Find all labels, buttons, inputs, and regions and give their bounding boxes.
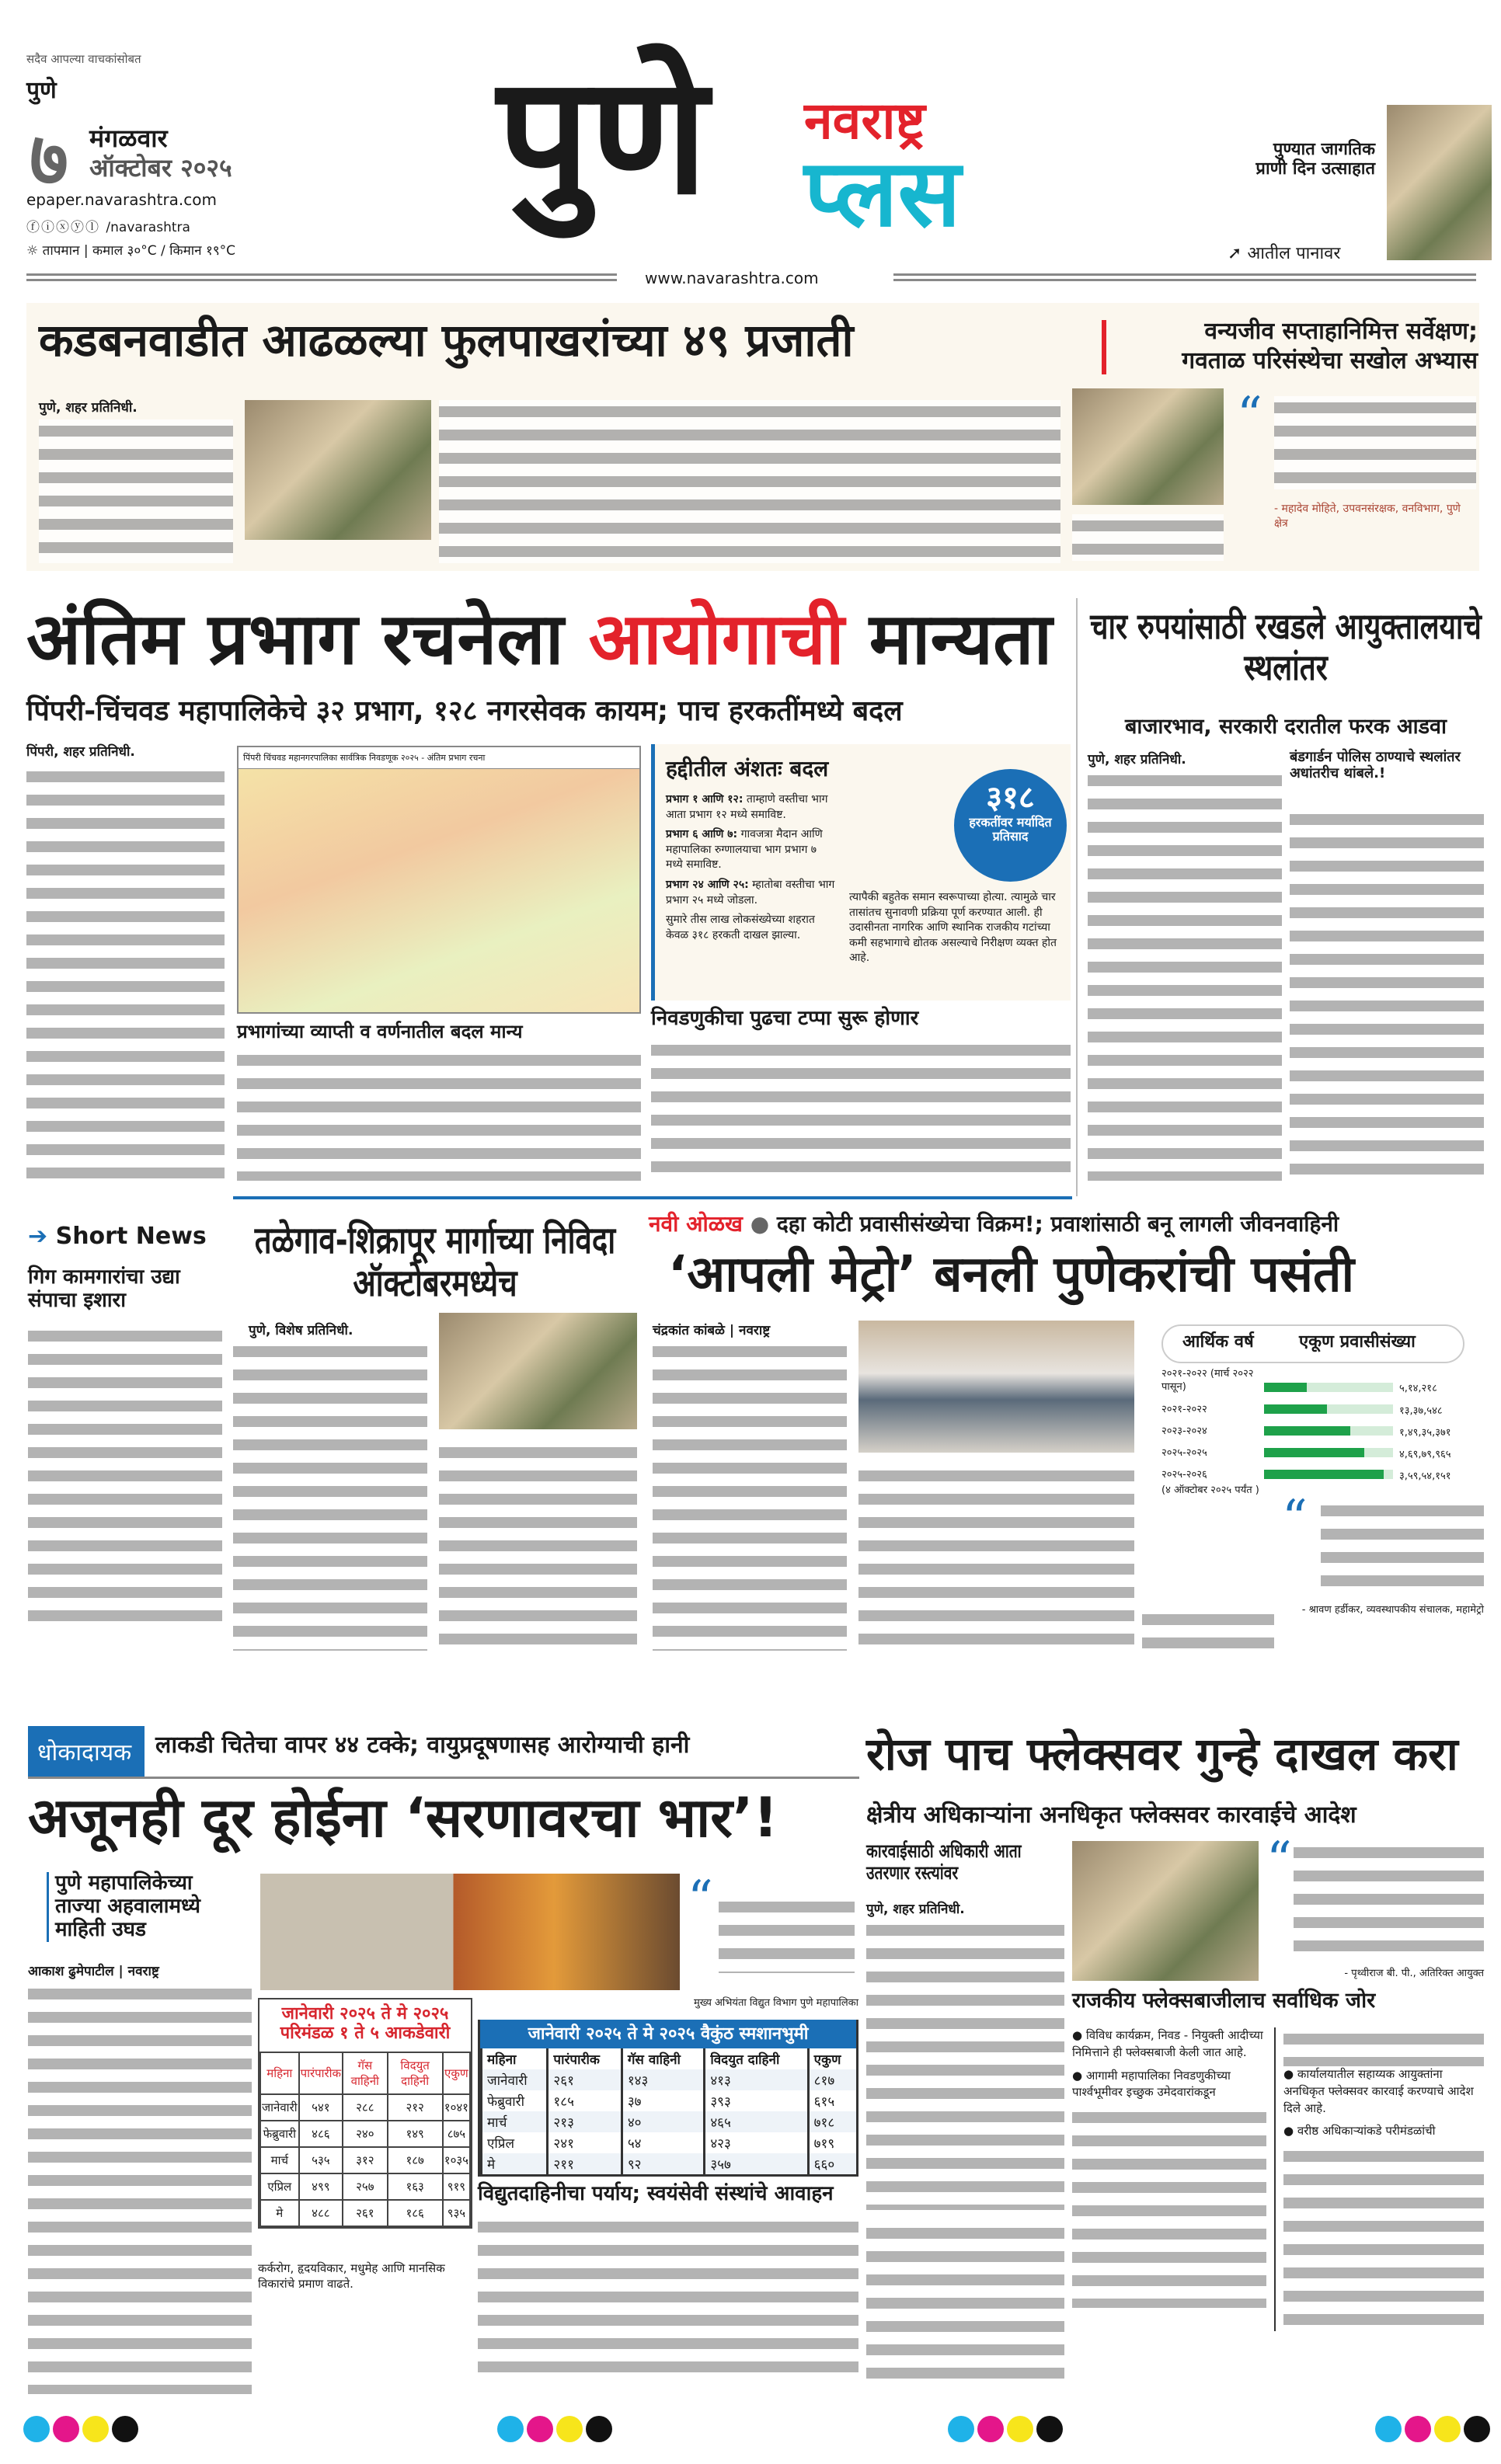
box-title: हद्दीतील अंशतः बदल [666,756,829,781]
chart-category-label: २०२१-२०२२ [1161,1404,1207,1415]
chart-bar-track [1264,1404,1393,1414]
article-body-text [1283,2027,1484,2066]
table-cell: ४१३ [705,2069,808,2090]
ridership-chart [1161,1367,1488,1495]
teaser-photo [1387,105,1492,260]
table-cell: ८७५ [443,2121,470,2147]
chart-bar [1264,1426,1350,1436]
registration-marks [23,2416,141,2445]
cremation-headline: अजूनही दूर होईना ‘सरणावरचा भार’! [28,1786,778,1850]
teaser-page[interactable] [1228,241,1340,264]
short-news-headline: गिग कामगारांचा उद्या संपाचा इशारा [28,1265,180,1312]
table-cell: १४९ [388,2121,443,2147]
registration-marks [1375,2416,1493,2445]
butterfly-side-headline-2: गवताळ परिसंस्थेचा सखोल अभ्यास [1182,347,1478,374]
logo-pune: पुणे [497,40,709,231]
article-body-text [237,1049,641,1181]
chart-bar [1264,1448,1364,1457]
article-body-text [233,1340,427,1651]
divider [28,1777,859,1779]
flex-subhead: क्षेत्रीय अधिकाऱ्यांना अनधिकृत फ्लेक्सवर कारवाईचे आदेश [866,1801,1356,1829]
column-header: पारंपारीक [299,2052,343,2094]
cremation-kicker: लाकडी चितेचा वापर ४४ टक्के; वायुप्रदूषणासह आरोग्याची हानी [155,1731,690,1759]
table-row [260,2094,470,2121]
byline: चंद्रकांत कांबळे | नवराष्ट्र [653,1323,771,1338]
date-day: ७ [30,116,68,203]
article-body-text [26,765,225,1185]
column-header: गॅस वाहिनी [622,2048,704,2069]
table-cell: २१२ [388,2094,443,2121]
table-cell: ९१९ [443,2173,470,2200]
quote-icon: “ [1237,387,1262,444]
accent-bar [1102,320,1106,374]
bullet-item: ● कार्यालयातील सहाय्यक आयुक्तांना अनधिकृत फ्लेक्सवर कारवाई करण्याचे आदेश दिले आहे. [1283,2067,1474,2115]
chart-category-label: २०२१-२०२२ (मार्च २०२२ पासून) [1161,1368,1254,1393]
table-cell: मे [260,2200,299,2226]
table-cell: १८७ [388,2147,443,2173]
weather-icon: ☼ [26,243,43,259]
column-header: विदयुत दाहिनी [705,2048,808,2069]
police-side-title: बंडगार्डन पोलिस ठाण्याचे स्थलांतर अधांतरीच थांबले.! [1290,749,1461,781]
chart-value-label: ५,१४,२१८ [1399,1383,1437,1394]
weekday: मंगळवार [89,124,168,153]
cremation-deck: पुणे महापालिकेच्या ताज्या अहवालामध्ये माहिती उघड [47,1872,233,1942]
box-items [666,792,837,943]
table-row [482,2090,857,2111]
chart-category-label: २०२३-२०२४ [1161,1425,1207,1437]
ward-headline: अंतिम प्रभाग रचनेला आयोगाची मान्यता [26,597,1053,680]
item-text: म्हातोबा वस्तीचा भाग प्रभाग २५ मध्ये जोडला. [666,878,835,907]
article-body-text [1142,1608,1274,1651]
article-body-text [1072,514,1224,561]
quote-icon: “ [1266,1832,1292,1889]
byline: पुणे, विशेष प्रतिनिधी. [249,1323,353,1338]
quote-text [1321,1499,1484,1596]
police-headline: चार रुपयांसाठी रखडले आयुक्तालयाचे स्थलांतर [1090,605,1482,688]
table-cell: १०३५ [443,2147,470,2173]
chart-value-label: १३,३७,५४८ [1399,1405,1443,1417]
article-body-text [1088,769,1282,1181]
chart-value-label: ४,६९,७९,९६५ [1399,1449,1451,1460]
table-cell: ७१८ [808,2111,856,2132]
article-body-text [866,1919,1064,2210]
chart-header [1161,1324,1464,1363]
table-title: जानेवारी २०२५ ते मे २०२५ वैकुंठ स्मशानभुमी [480,2020,856,2048]
ward-sub-heading: प्रभागांच्या व्याप्ती व वर्णनातील बदल मान्य [237,1021,523,1042]
column-header: गॅस वाहिनी [343,2052,387,2094]
table-row [260,2200,470,2226]
table-row [482,2132,857,2153]
weather: ☼ तापमान | कमाल ३०°C / किमान १९°C [26,243,236,259]
table-header-row [482,2048,857,2069]
column-header: महिना [482,2048,548,2069]
flex-photo [1072,1841,1259,1981]
table-cell: २८८ [343,2094,387,2121]
table-title: जानेवारी २०२५ ते मे २०२५ परिमंडळ १ ते ५ आकडेवारी [280,2004,451,2044]
article-body-text [866,2222,1064,2385]
ward-sub-heading: निवडणुकीचा पुढचा टप्पा सुरू होणार [651,1007,919,1030]
table-cell: १०४१ [443,2094,470,2121]
divider [893,273,1476,284]
chart-category-label: २०२५-२०२६ [1161,1469,1207,1481]
table-header-row [260,2052,470,2094]
item-label: प्रभाग ६ आणि ७: [666,828,738,841]
box-note: सुमारे तीस लाख लोकसंख्येच्या शहरात केवळ ३१८ हरकती दाखल झाल्या. [666,914,815,941]
byline: पुणे, शहर प्रतिनिधी. [866,1902,965,1917]
table-cell: जानेवारी [260,2094,299,2121]
flex-bullets-left [1072,2027,1266,2308]
table-cell: १४३ [622,2069,704,2090]
table-cell: ५४१ [299,2094,343,2121]
table-cell: ४२३ [705,2132,808,2153]
chart-bar-track [1264,1470,1393,1479]
table-cell: मार्च [260,2147,299,2173]
short-news-icon: ➔ [28,1223,56,1250]
table-cell: ४८८ [299,2200,343,2226]
weather-label: तापमान [42,243,80,259]
quote-attribution: - महादेव मोहिते, उपवनसंरक्षक, वनविभाग, पुणे क्षेत्र [1274,503,1461,530]
arrow-icon: ➚ [1228,244,1248,263]
table-cell: ३५७ [705,2153,808,2174]
table-cell: ९२ [622,2153,704,2174]
table-cell: २११ [548,2153,622,2174]
table-cell: १६३ [388,2173,443,2200]
article-body-text [1290,808,1484,1181]
table-cell: ४९९ [299,2173,343,2200]
table-cell: एप्रिल [482,2132,548,2153]
metro-kicker: नवी ओळख [649,1211,743,1237]
byline: पिंपरी, शहर प्रतिनिधी. [26,744,135,760]
social-icons: ⓕⓘⓧⓨⓛ [26,220,106,235]
article-body-text [439,1441,637,1651]
article-body-text [858,1464,1134,1651]
temp-min: किमान १९°C [169,243,236,259]
chart-bar [1264,1383,1307,1392]
teaser-title[interactable]: पुण्यात जागतिक प्राणी दिन उत्साहात [1255,140,1375,179]
article-body-text [28,1982,252,2394]
article-body-text [28,1324,222,1624]
flex-bullets-right [1274,2027,1484,2331]
quote-icon: “ [1282,1490,1308,1547]
table-cell: एप्रिल [260,2173,299,2200]
metro-kicker-line: नवी ओळख ● दहा कोटी प्रवासीसंख्येचा विक्रम!; प्रवाशांसाठी बनू लागली जीवनवाहिनी [649,1211,1339,1237]
table-cell: ८१७ [808,2069,856,2090]
table-cell: ४६५ [705,2111,808,2132]
item-label: प्रभाग २४ आणि २५: [666,878,749,891]
table-cell: १८५ [548,2090,622,2111]
tagline: सदैव आपल्या वाचकांसोबत [26,52,141,66]
vaikunth-table [478,2020,858,2177]
item-text: ताम्हाणे वस्तीचा भाग आता प्रभाग १२ मध्ये समाविष्ट. [666,793,828,821]
table-cell: ४८६ [299,2121,343,2147]
bullet-item: ● विविध कार्यक्रम, निवड - नियुक्ती आदीच्या निमित्ताने ही फ्लेक्सबाजी केली जात आहे. [1072,2028,1263,2059]
table-cell: ३१२ [343,2147,387,2173]
butterfly-side-headline-1: वन्यजीव सप्ताहानिमित्त सर्वेक्षण; [1204,318,1478,345]
table-cell: ९३५ [443,2200,470,2226]
police-subhead: बाजारभाव, सरकारी दरातील फरक आडवा [1124,715,1447,739]
column-header: विदयुत दाहिनी [388,2052,443,2094]
caption-end: कर्करोग, हृदयविकार, मधुमेह आणि मानसिक विकारांचे प्रमाण वाढते. [258,2261,445,2291]
flex-sub-heading: राजकीय फ्लेक्सबाजीलाच सर्वाधिक जोर [1072,1989,1376,2013]
table-cell: ५३५ [299,2147,343,2173]
chart-category-label: २०२५-२०२५ [1161,1447,1207,1459]
chart-footnote: (४ ऑक्टोबर २०२५ पर्यंत ) [1161,1484,1259,1496]
table-cell: ५४ [622,2132,704,2153]
ward-change-box [651,744,1071,1001]
article-body-text [653,1340,847,1651]
chart-bar-track [1264,1383,1393,1392]
table-cell: २४१ [548,2132,622,2153]
cremation-sub-heading: विद्युतदाहिनीचा पर्याय; स्वयंसेवी संस्थांचे आवाहन [478,2182,834,2205]
column-header: महिना [260,2052,299,2094]
table-cell: जानेवारी [482,2069,548,2090]
table-cell: १८६ [388,2200,443,2226]
logo-navarashtra: नवराष्ट्र [804,91,925,151]
table-cell: ४० [622,2111,704,2132]
chart-col-header: एकूण प्रवासीसंख्या [1299,1332,1416,1352]
quote-text [1294,1841,1484,1958]
article-body-text [1072,2106,1266,2308]
column-header: एकुण [443,2052,470,2094]
chart-bar [1264,1470,1384,1479]
danger-tag: धोकादायक [28,1726,145,1777]
byline: पुणे, शहर प्रतिनिधी. [39,400,138,416]
chart-bar-track [1264,1448,1393,1457]
temp-max: कमाल ३०°C [92,243,157,259]
metro-photo [858,1321,1134,1453]
chart-bar [1264,1404,1327,1414]
metro-kicker-text: दहा कोटी प्रवासीसंख्येचा विक्रम!; प्रवाशांसाठी बनू लागली जीवनवाहिनी [776,1211,1339,1237]
flex-headline: रोज पाच फ्लेक्सवर गुन्हे दाखल करा [866,1728,1458,1780]
table-cell: २६१ [548,2069,622,2090]
ward-map [237,746,641,1014]
social-links[interactable] [26,216,190,235]
table-cell: मार्च [482,2111,548,2132]
chart-value-label: १,४९,३५,३७१ [1399,1427,1451,1439]
table-cell: ६६० [808,2153,856,2174]
table-cell: २४० [343,2121,387,2147]
table-cell: मे [482,2153,548,2174]
quote-icon: “ [688,1871,713,1928]
registration-marks [948,2416,1066,2445]
butterfly-photo [1072,388,1224,505]
short-news-label: ➔ Short News [28,1223,207,1250]
table-cell: २१३ [548,2111,622,2132]
table-cell: २५७ [343,2173,387,2200]
column-header: पारंपारीक [548,2048,622,2069]
edition-city: पुणे [26,77,57,104]
table-row [482,2153,857,2174]
talegaon-headline: तळेगाव-शिक्रापूर मार्गाच्या निविदा ऑक्टोबरमध्येच [254,1219,616,1306]
chart-col-header: आर्थिक वर्ष [1182,1332,1254,1352]
registration-marks [497,2416,615,2445]
table-cell: ३७ [622,2090,704,2111]
road-photo [439,1313,637,1429]
table-row [260,2121,470,2147]
epaper-link[interactable]: epaper.navarashtra.com [26,190,217,209]
zone-table [258,1998,472,2229]
article-body-text [439,400,1060,563]
butterfly-photo [245,400,431,540]
article-body-text [39,419,233,563]
table-row [260,2173,470,2200]
badge-text: हरकतींवर मर्यादित प्रतिसाद [969,815,1052,844]
byline: पुणे, शहर प्रतिनिधी. [1088,752,1186,767]
quote-text [719,1895,855,1973]
article-body-text [478,2215,858,2379]
box-note-2: त्यापैकी बहुतेक समान स्वरूपाच्या होत्या. त्यामुळे चार तासांतच सुनावणी प्रक्रिया पूर्ण करण्यात आली. ही उदासीनता नागरिक आणि स्थानिक राजकीय गटांच्या कमी सहभागाचे द्योतक असल्याचे निरीक्षण व्यक्त होत आहे. [849,891,1057,965]
teaser-page-label: आतील पानावर [1247,244,1341,263]
column-header: एकुण [808,2048,856,2069]
table-cell: २६१ [343,2200,387,2226]
month-year: ऑक्टोबर २०२५ [89,153,232,183]
article-body-text [651,1039,1071,1185]
table-cell: ३९३ [705,2090,808,2111]
social-handle: /navarashtra [106,220,190,235]
divider [233,1196,1072,1199]
objection-badge [954,769,1067,882]
divider [26,273,617,284]
chart-value-label: ३,५९,५४,१५१ [1399,1470,1451,1482]
table-cell: ६१५ [808,2090,856,2111]
byline: आकाश ढुमेपाटील | नवराष्ट्र [28,1964,159,1979]
butterfly-headline: कडबनवाडीत आढळल्या फुलपाखरांच्या ४९ प्रजाती [39,314,854,367]
table-cell: फेब्रुवारी [482,2090,548,2111]
bullet-item: ● वरीष्ठ अधिकाऱ्यांकडे परीमंडळांची [1283,2124,1436,2139]
table-cell: ७१९ [808,2132,856,2153]
cremation-photos [260,1874,680,1990]
quote-text [1274,396,1476,489]
item-label: प्रभाग १ आणि १२: [666,793,744,806]
item-text: गावजत्रा मैदान आणि महापालिका रुग्णालयाचा भाग प्रभाग ७ मध्ये समाविष्ट. [666,828,823,872]
divider [1076,598,1078,1196]
logo-plus: प्लस [804,140,961,248]
table-cell: फेब्रुवारी [260,2121,299,2147]
badge-number: ३१८ [986,780,1035,816]
quote-attribution: - पृथ्वीराज बी. पी., अतिरिक्त आयुक्त [1344,1968,1484,1979]
ward-subhead: पिंपरी-चिंचवड महापालिकेचे ३२ प्रभाग, १२८ नगरसेवक कायम; पाच हरकतींमध्ये बदल [26,695,903,727]
bullet-item: ● आगामी महापालिका निवडणुकीच्या पार्श्वभूमीवर इच्छुक उमेदवारांकडून [1072,2068,1231,2100]
flex-deck: कारवाईसाठी अधिकारी आता उतरणार रस्त्यांवर [866,1840,1022,1884]
chart-bar-track [1264,1426,1393,1436]
table-row [260,2147,470,2173]
quote-attribution: - श्रावण हर्डीकर, व्यवस्थापकीय संचालक, महामेट्रो [1301,1604,1484,1616]
quote-attribution: मुख्य अभियंता विद्युत विभाग पुणे महापालिका [693,1997,858,2009]
map-caption: पिंपरी चिंचवड महानगरपालिका सार्वत्रिक निवडणूक २०२५ - अंतिम प्रभाग रचना [239,747,639,769]
metro-headline: ‘आपली मेट्रो’ बनली पुणेकरांची पसंती [668,1246,1355,1303]
article-body-text [1283,2145,1484,2331]
website[interactable]: www.navarashtra.com [645,269,819,287]
table-row [482,2069,857,2090]
table-row [482,2111,857,2132]
